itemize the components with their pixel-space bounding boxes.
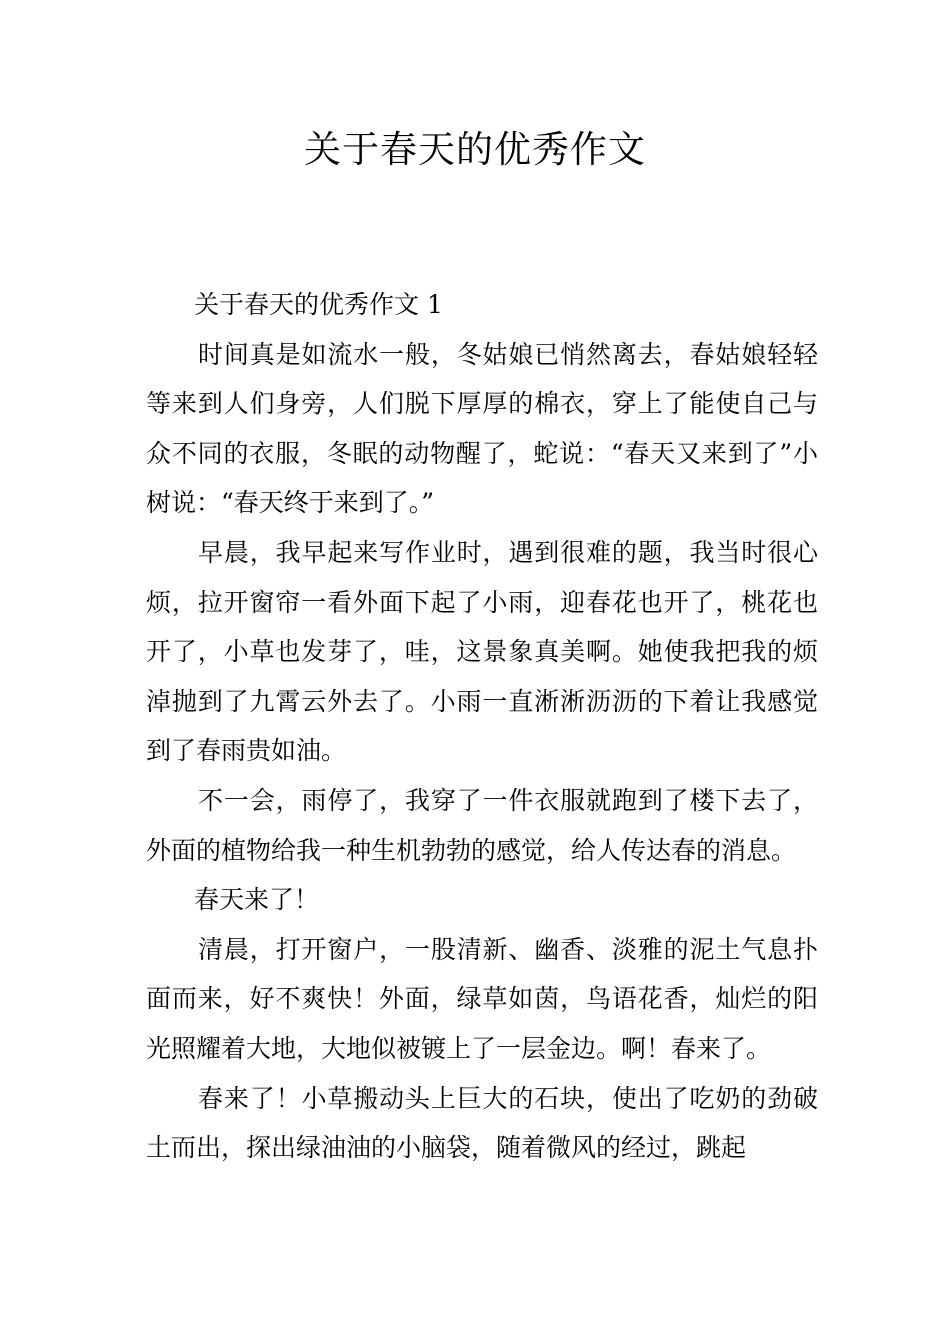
paragraph-6: 春来了！小草搬动头上巨大的石块，使出了吃奶的劲破土而出，探出绿油油的小脑袋，随着微风的经过，跳起 — [146, 1083, 818, 1163]
section-heading: 关于春天的优秀作文 1 — [194, 290, 443, 319]
paragraph-3: 不一会，雨停了，我穿了一件衣服就跑到了楼下去了，外面的植物给我一种生机勃勃的感觉，给人传达春的消息。 — [146, 785, 818, 865]
paragraph-1: 时间真是如流水一般，冬姑娘已悄然离去，春姑娘轻轻等来到人们身旁，人们脱下厚厚的棉衣，穿上了能使自己与众不同的衣服，冬眠的动物醒了，蛇说：“春天又来到了”小树说：“春天终于来到了。” — [146, 339, 818, 518]
paragraph-4: 春天来了！ — [194, 885, 320, 915]
document-title: 关于春天的优秀作文 — [304, 128, 646, 171]
document-body — [146, 280, 818, 1173]
paragraph-2: 早晨，我早起来写作业时，遇到很难的题，我当时很心烦，拉开窗帘一看外面下起了小雨，迎春花也开了，桃花也开了，小草也发芽了，哇，这景象真美啊。她使我把我的烦淖抛到了九霄云外去了。小雨一直淅淅沥沥的下着让我感觉到了春雨贵如油。 — [146, 537, 818, 766]
paragraph-5: 清晨，打开窗户，一股清新、幽香、淡雅的泥土气息扑面而来，好不爽快！外面，绿草如茵，鸟语花香，灿烂的阳光照耀着大地，大地似被镀上了一层金边。啊！春来了。 — [146, 934, 818, 1063]
